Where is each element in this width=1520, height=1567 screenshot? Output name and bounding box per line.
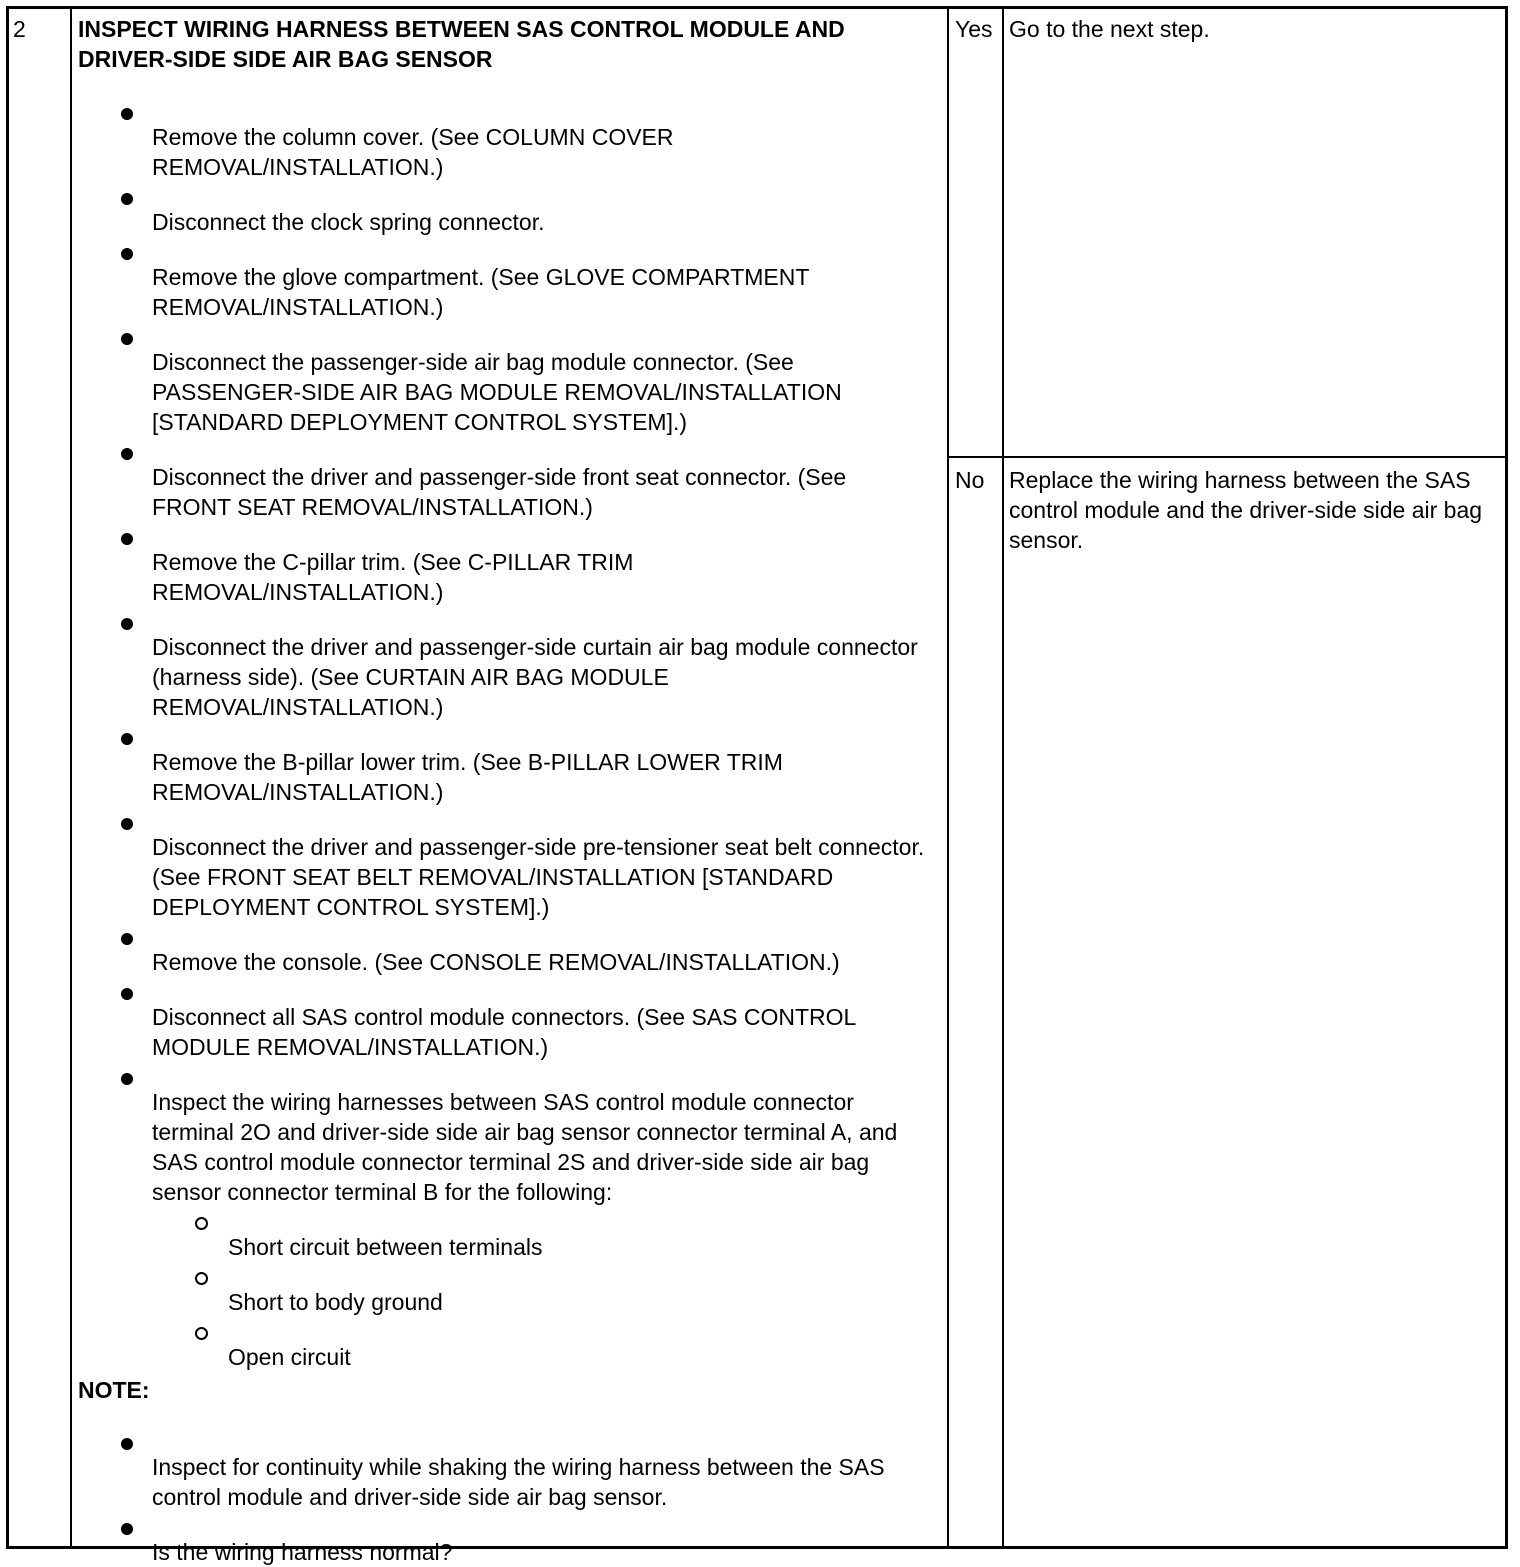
hollow-bullet-icon (195, 1272, 208, 1285)
procedure-item: Remove the glove compartment. (See GLOVE COMPARTMENT REMOVAL/INSTALLATION.) (152, 264, 810, 320)
bullet-icon (121, 1438, 133, 1450)
no-label: No (955, 467, 985, 493)
note-label: NOTE: (78, 1377, 150, 1403)
bullet-icon (121, 1523, 133, 1535)
bullet-icon (121, 1073, 133, 1085)
procedure-item: Disconnect the passenger-side air bag module connector. (See PASSENGER-SIDE AIR BAG MODULE REMOVAL/INSTALLATION [STANDARD DEPLOYMENT CONTROL SYSTEM].) (152, 349, 842, 435)
bullet-icon (121, 818, 133, 830)
bullet-icon (121, 988, 133, 1000)
procedure-item: Remove the C-pillar trim. (See C-PILLAR TRIM REMOVAL/INSTALLATION.) (152, 549, 634, 605)
procedure-item: Inspect the wiring harnesses between SAS control module connector terminal 2O and driver-side side air bag sensor connector terminal A, and SAS control module connector terminal 2S and driver-side side air bag sensor connector terminal B for the following: (152, 1089, 898, 1205)
note-item: Inspect for continuity while shaking the wiring harness between the SAS control module and driver-side side air bag sensor. (152, 1454, 885, 1510)
yes-label: Yes (955, 16, 993, 42)
step-title: INSPECT WIRING HARNESS BETWEEN SAS CONTROL MODULE AND DRIVER-SIDE SIDE AIR BAG SENSOR (78, 16, 845, 72)
column-divider-action (947, 6, 949, 1549)
bullet-icon (121, 733, 133, 745)
procedure-item: Remove the column cover. (See COLUMN COVER REMOVAL/INSTALLATION.) (152, 124, 674, 180)
bullet-icon (121, 333, 133, 345)
bullet-icon (121, 108, 133, 120)
column-divider-step (70, 6, 72, 1549)
inspection-condition: Short circuit between terminals (228, 1234, 543, 1260)
procedure-item: Disconnect all SAS control module connectors. (See SAS CONTROL MODULE REMOVAL/INSTALLATION.) (152, 1004, 856, 1060)
hollow-bullet-icon (195, 1217, 208, 1230)
yes-action: Go to the next step. (1009, 16, 1210, 42)
bullet-icon (121, 618, 133, 630)
yes-no-divider (947, 456, 1507, 458)
bullet-icon (121, 193, 133, 205)
procedure-item: Disconnect the driver and passenger-side curtain air bag module connector (harness side). (See CURTAIN AIR BAG MODULE REMOVAL/INSTALLATION.) (152, 634, 918, 720)
column-divider-result (1002, 6, 1004, 1549)
note-item: Is the wiring harness normal? (152, 1539, 453, 1565)
procedure-item: Remove the console. (See CONSOLE REMOVAL/INSTALLATION.) (152, 949, 840, 975)
bullet-icon (121, 933, 133, 945)
inspection-condition: Short to body ground (228, 1289, 443, 1315)
inspection-condition: Open circuit (228, 1344, 351, 1370)
bullet-icon (121, 533, 133, 545)
procedure-item: Disconnect the driver and passenger-side pre-tensioner seat belt connector. (See FRONT SEAT BELT REMOVAL/INSTALLATION [STANDARD DEPLOYMENT CONTROL SYSTEM].) (152, 834, 925, 920)
step-number: 2 (13, 16, 26, 42)
procedure-item: Remove the B-pillar lower trim. (See B-PILLAR LOWER TRIM REMOVAL/INSTALLATION.) (152, 749, 783, 805)
no-action: Replace the wiring harness between the SAS control module and the driver-side side air bag sensor. (1009, 467, 1483, 553)
bullet-icon (121, 448, 133, 460)
procedure-item: Disconnect the clock spring connector. (152, 209, 545, 235)
bullet-icon (121, 248, 133, 260)
hollow-bullet-icon (195, 1327, 208, 1340)
procedure-item: Disconnect the driver and passenger-side front seat connector. (See FRONT SEAT REMOVAL/INSTALLATION.) (152, 464, 847, 520)
